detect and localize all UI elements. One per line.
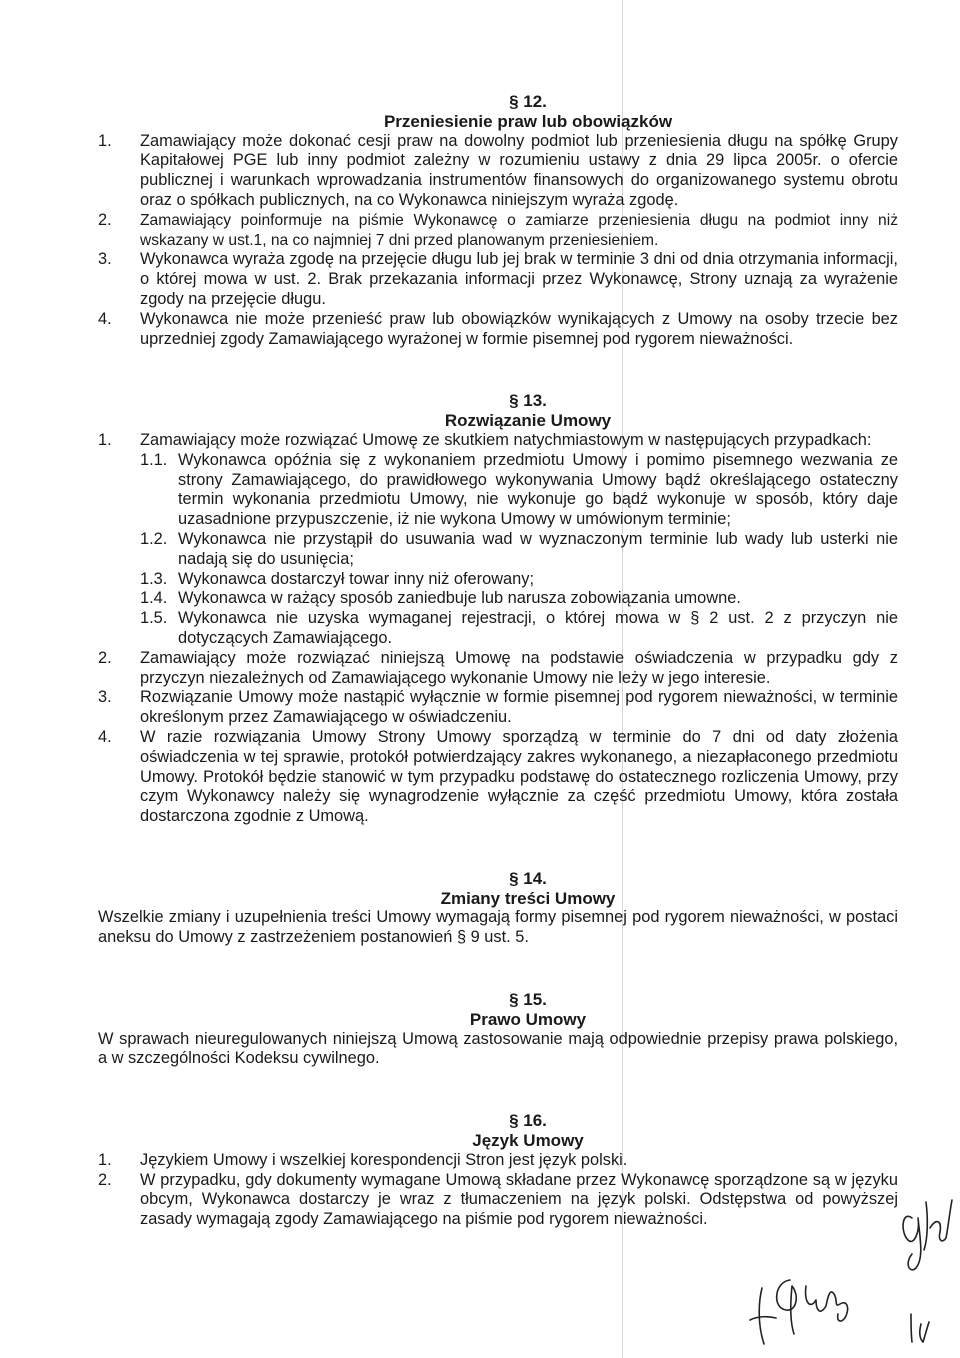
list-item <box>98 1151 898 1171</box>
sub-item-number: 1.4. <box>140 589 168 608</box>
item-text: Rozwiązanie Umowy może nastąpić wyłącznie w formie pisemnej pod rygorem nieważności, w terminie określonym przez Zamawiającego w oświadczeniu. <box>140 688 898 727</box>
item-number: 1. <box>98 131 112 150</box>
section-paragraph: W sprawach nieuregulowanych niniejszą Umową zastosowanie mają odpowiednie przepisy prawa polskiego, a w szczególności Kodeksu cywilnego. <box>98 1029 898 1068</box>
item-number: 2. <box>98 210 112 229</box>
sub-item-text: Wykonawca dostarczył towar inny niż oferowany; <box>178 569 535 588</box>
sub-item-number: 1.3. <box>140 569 168 588</box>
item-text: Wykonawca wyraża zgodę na przejęcie długu lub jej brak w terminie 3 dni od dnia otrzymania informacji, o której mowa w ust. 2. Brak przekazania informacji przez Wykonawcę, Strony uznają za wyrażenie zgody na przejęcie długu. <box>140 250 898 308</box>
item-number: 4. <box>98 309 112 328</box>
section-13 <box>98 391 898 827</box>
sub-item <box>140 609 898 649</box>
section-number: § 14. <box>509 868 547 888</box>
sub-item <box>140 570 898 590</box>
document-page <box>98 92 898 1230</box>
initials-signature <box>898 1188 958 1274</box>
item-text: Zamawiający może dokonać cesji praw na dowolny podmiot lub przeniesienia długu na spółkę Grupy Kapitałowej PGE lub inny podmiot zależny w rozumieniu ustawy z dnia 29 lipca 2005r. o ofercie publicznej i warunkach wprowadzania instrumentów finansowych do organizowanego systemu obrotu oraz o spółkach publicznych, na co Wykonawca niniejszym wyraża zgodę. <box>140 131 898 209</box>
section-title: Język Umowy <box>472 1131 584 1151</box>
item-number: 3. <box>98 688 112 707</box>
sub-item-text: Wykonawca w rażący sposób zaniedbuje lub narusza zobowiązania umowne. <box>178 589 741 608</box>
section-title: Prawo Umowy <box>469 1009 587 1029</box>
list-item <box>98 728 898 827</box>
sub-item <box>140 530 898 570</box>
section-12 <box>98 92 898 349</box>
section-title: Rozwiązanie Umowy <box>444 411 612 431</box>
section-number: § 13. <box>509 391 547 411</box>
item-number: 4. <box>98 727 112 746</box>
sub-item <box>140 451 898 530</box>
initials-mark <box>905 1310 933 1346</box>
section-title: Przeniesienie praw lub obowiązków <box>383 111 673 131</box>
section-paragraph: Wszelkie zmiany i uzupełnienia treści Umowy wymagają formy pisemnej pod rygorem nieważności, w postaci aneksu do Umowy z zastrzeżeniem postanowień § 9 ust. 5. <box>98 908 898 947</box>
sub-item-number: 1.5. <box>140 609 168 628</box>
sub-item-number: 1.1. <box>140 450 168 469</box>
section-title: Zmiany treści Umowy <box>440 888 616 908</box>
section-14 <box>98 869 898 948</box>
item-number: 1. <box>98 1150 112 1169</box>
list-item <box>98 211 898 251</box>
section-number: § 15. <box>509 990 547 1010</box>
item-text: W razie rozwiązania Umowy Strony Umowy sporządzą w terminie do 7 dni od daty złożenia oświadczenia w tej sprawie, protokół potwierdzający zakres wykonanego, a niezapłaconego przedmiotu Umowy. Protokół będzie stanowić w tym przypadku podstawę do ostatecznego rozliczenia Umowy, przy czym Wykonawcy należy się wynagrodzenie wyłącznie za część przedmiotu Umowy, która została dostarczona zgodnie z Umową. <box>140 727 898 826</box>
list-item <box>98 649 898 689</box>
section-number: § 12. <box>509 92 547 111</box>
item-number: 2. <box>98 1170 112 1189</box>
sub-item-text: Wykonawca opóźnia się z wykonaniem przedmiotu Umowy i pomimo pisemnego wezwania ze strony Zamawiającego, do prawidłowego wykonywania Umowy bądź określającego ostateczny termin wykonania przedmiotu Umowy, nie wykonuje go bądź wykonuje w sposób, który daje uzasadnione przypuszczenie, iż nie wykona Umowy w umówionym terminie; <box>178 450 898 529</box>
item-number: 1. <box>98 430 112 449</box>
list-item <box>98 431 898 451</box>
item-text: Językiem Umowy i wszelkiej korespondencji Stron jest język polski. <box>140 1150 628 1169</box>
item-text: Zamawiający poinformuje na piśmie Wykonawcę o zamiarze przeniesienia długu na podmiot inny niż wskazany w ust.1, na co najmniej 7 dni przed planowanym przeniesieniem. <box>140 211 898 249</box>
sub-item-text: Wykonawca nie uzyska wymaganej rejestracji, o której mowa w § 2 ust. 2 z przyczyn nie dotyczących Zamawiającego. <box>178 609 898 647</box>
sub-item-text: Wykonawca nie przystąpił do usuwania wad w wyznaczonym terminie lub wady lub usterki nie nadają się do usunięcia; <box>178 529 898 568</box>
item-text: Zamawiający może rozwiązać niniejszą Umowę na podstawie oświadczenia w przypadku gdy z przyczyn niezależnych od Zamawiającego wykonanie Umowy nie leży w jego interesie. <box>140 648 898 687</box>
sub-item <box>140 589 898 609</box>
list-item <box>98 132 898 211</box>
list-item <box>98 310 898 350</box>
sub-item-number: 1.2. <box>140 529 168 548</box>
item-text: Zamawiający może rozwiązać Umowę ze skutkiem natychmiastowym w następujących przypadkach: <box>140 430 872 449</box>
item-text: Wykonawca nie może przenieść praw lub obowiązków wynikających z Umowy na osoby trzecie bez uprzedniej zgody Zamawiającego wyrażonej w formie pisemnej pod rygorem nieważności. <box>140 309 898 348</box>
item-text: W przypadku, gdy dokumenty wymagane Umową składane przez Wykonawcę sporządzone są w języku obcym, Wykonawca dostarczy je wraz z tłumaczeniem na język polski. Odstępstwa od powyższej zasady wymagają zgody Zamawiającego na piśmie pod rygorem nieważności. <box>140 1170 898 1229</box>
section-number: § 16. <box>509 1111 547 1131</box>
signature <box>738 1260 868 1350</box>
item-number: 2. <box>98 648 112 667</box>
item-number: 3. <box>98 250 112 269</box>
list-item <box>98 250 898 309</box>
section-16 <box>98 1111 898 1230</box>
section-15 <box>98 990 898 1069</box>
list-item <box>98 1171 898 1230</box>
list-item <box>98 688 898 728</box>
